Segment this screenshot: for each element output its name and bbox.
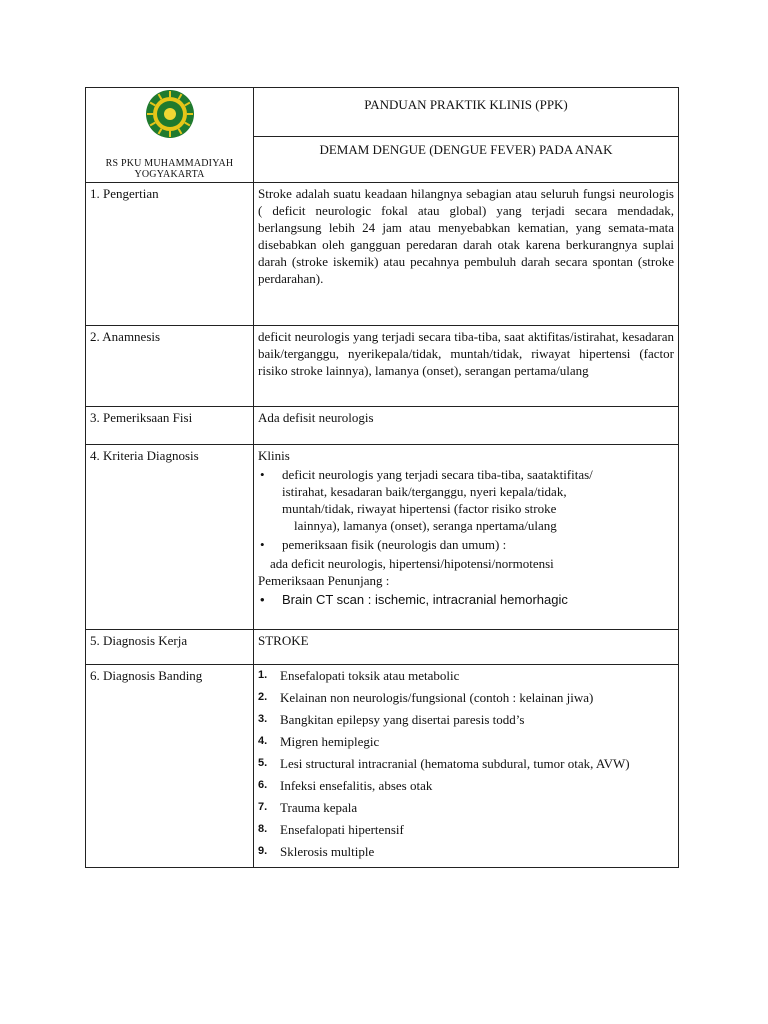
section-label: 5. Diagnosis Kerja [86, 630, 254, 665]
list-item-text: Sklerosis multiple [280, 844, 375, 859]
section-row-pengertian [86, 183, 679, 326]
diagnosis-banding-list [258, 667, 674, 860]
list-item-text: Kelainan non neurologis/fungsional (contoh : kelainan jiwa) [280, 690, 594, 705]
bullet-line: • deficit neurologis yang terjadi secara tiba-tiba, saataktifitas/ [282, 467, 593, 482]
header-row [86, 88, 679, 137]
hospital-cell [86, 88, 254, 183]
list-item-text: Ensefalopati hipertensif [280, 822, 404, 837]
list-item-text: Infeksi ensefalitis, abses otak [280, 778, 433, 793]
section-label: 3. Pemeriksaan Fisi [86, 407, 254, 445]
document-subtitle: DEMAM DENGUE (DENGUE FEVER) PADA ANAK [254, 137, 679, 183]
list-item-number: 6. [258, 779, 268, 791]
list-item-number: 4. [258, 735, 268, 747]
list-item-text: Ensefalopati toksik atau metabolic [280, 668, 460, 683]
penunjang-heading: Pemeriksaan Penunjang : [258, 573, 390, 588]
klinis-heading: Klinis [258, 448, 290, 463]
muhammadiyah-logo-icon [144, 88, 196, 140]
list-item [258, 777, 674, 794]
section-row-anamnesis [86, 326, 679, 407]
list-item-number: 1. [258, 669, 268, 681]
list-item-number: 8. [258, 823, 268, 835]
section-row-pemeriksaan-fisik [86, 407, 679, 445]
bullet-item [258, 466, 674, 534]
bullet-line: lainnya), lamanya (onset), seranga npertama/ulang [294, 518, 557, 533]
section-row-diagnosis-banding [86, 665, 679, 868]
bullet-item: • pemeriksaan fisik (neurologis dan umum) : [258, 536, 674, 553]
list-item-text: Lesi structural intracranial (hematoma subdural, tumor otak, AVW) [280, 756, 630, 771]
list-item-number: 7. [258, 801, 268, 813]
list-item-number: 3. [258, 713, 268, 725]
bullet-detail: ada deficit neurologis, hipertensi/hipotensi/normotensi [270, 556, 554, 571]
list-item [258, 711, 674, 728]
ppk-document-table [85, 87, 679, 868]
section-content: deficit neurologis yang terjadi secara tiba-tiba, saat aktifitas/istirahat, kesadaran baik/terganggu, nyerikepala/tidak, muntah/tidak, riwayat hipertensi (factor risiko stroke lainnya), lamanya (onset), serangan pertama/ulang [254, 326, 679, 407]
bullet-line: muntah/tidak, riwayat hipertensi (factor risiko stroke [282, 501, 557, 516]
section-content [254, 665, 679, 868]
list-item-text: Bangkitan epilepsy yang disertai paresis todd’s [280, 712, 525, 727]
section-content: STROKE [254, 630, 679, 665]
list-item [258, 843, 674, 860]
section-label: 2. Anamnesis [86, 326, 254, 407]
list-item-number: 2. [258, 691, 268, 703]
list-item [258, 755, 674, 772]
section-content: Stroke adalah suatu keadaan hilangnya sebagian atau seluruh fungsi neurologis ( deficit neurologic fokal atau global) yang terjadi secara mendadak, berlangsung lebih 24 jam atau menyebabkan kematian, yang semata-mata disebabkan oleh gangguan peredaran darah otak karena berkurangnya suplai darah (stroke iskemik) atau pecahnya pembuluh darah secara spontan (stroke perdarahan). [254, 183, 679, 326]
section-label: 6. Diagnosis Banding [86, 665, 254, 868]
hospital-name: RS PKU MUHAMMADIYAH YOGYAKARTA [105, 158, 234, 180]
list-item [258, 733, 674, 750]
list-item-text: Trauma kepala [280, 800, 358, 815]
list-item-number: 5. [258, 757, 268, 769]
list-item [258, 799, 674, 816]
document-title: PANDUAN PRAKTIK KLINIS (PPK) [254, 88, 679, 137]
section-label: 1. Pengertian [86, 183, 254, 326]
list-item [258, 667, 674, 684]
bullet-item: • Brain CT scan : ischemic, intracranial hemorhagic [258, 591, 674, 608]
list-item [258, 821, 674, 838]
section-content: Ada defisit neurologis [254, 407, 679, 445]
section-label: 4. Kriteria Diagnosis [86, 445, 254, 630]
section-content [254, 445, 679, 630]
list-item-text: Migren hemiplegic [280, 734, 380, 749]
list-item [258, 689, 674, 706]
section-row-diagnosis-kerja [86, 630, 679, 665]
list-item-number: 9. [258, 845, 268, 857]
section-row-kriteria-diagnosis [86, 445, 679, 630]
bullet-line: istirahat, kesadaran baik/terganggu, nyeri kepala/tidak, [282, 484, 567, 499]
